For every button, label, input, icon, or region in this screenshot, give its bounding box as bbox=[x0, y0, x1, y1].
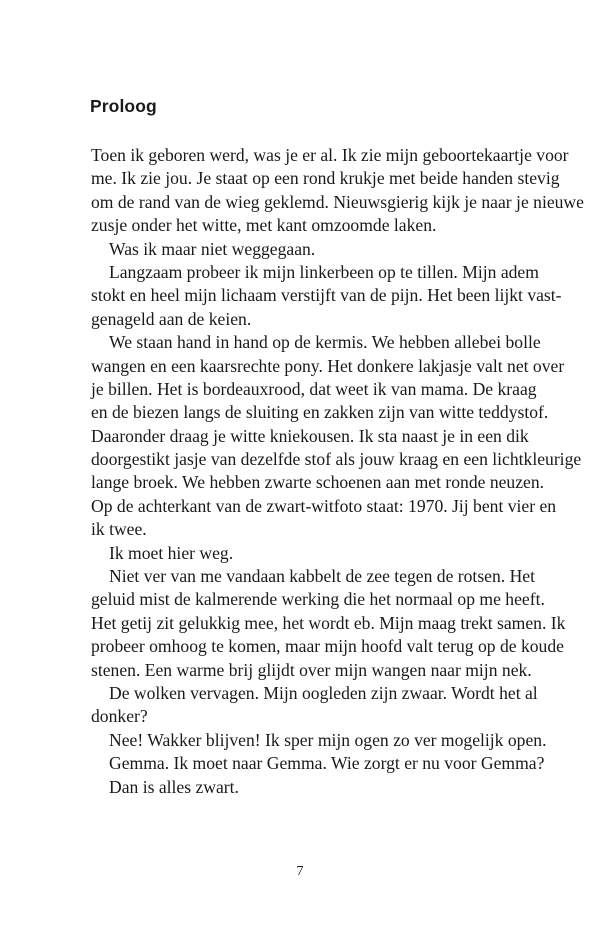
text-line: Daaronder draag je witte kniekousen. Ik sta naast je in een dik bbox=[91, 425, 529, 446]
text-line: wangen en een kaarsrechte pony. Het donkere lakjasje valt net over bbox=[91, 355, 565, 376]
text-line: Dan is alles zwart. bbox=[109, 776, 239, 797]
text-line: Was ik maar niet weggegaan. bbox=[109, 238, 316, 259]
text-line: We staan hand in hand op de kermis. We hebben allebei bolle bbox=[109, 332, 541, 353]
text-line: donker? bbox=[91, 706, 148, 727]
text-line: geluid mist de kalmerende werking die het normaal op me heeft. bbox=[91, 589, 545, 610]
chapter-title: Proloog bbox=[90, 96, 157, 116]
text-line: Nee! Wakker blijven! Ik sper mijn ogen zo ver mogelijk open. bbox=[109, 729, 547, 750]
text-line: stenen. Een warme brij glijdt over mijn wangen naar mijn nek. bbox=[91, 659, 532, 680]
text-line: Niet ver van me vandaan kabbelt de zee tegen de rotsen. Het bbox=[109, 566, 535, 587]
text-line: zusje onder het witte, met kant omzoomde laken. bbox=[91, 215, 437, 236]
text-line: stokt en heel mijn lichaam verstijft van de pijn. Het been lijkt vast- bbox=[91, 285, 562, 306]
text-line: Het getij zit gelukkig mee, het wordt eb. Mijn maag trekt samen. Ik bbox=[91, 612, 566, 633]
text-line: lange broek. We hebben zwarte schoenen aan met ronde neuzen. bbox=[91, 472, 545, 493]
text-line: me. Ik zie jou. Je staat op een rond krukje met beide handen stevig bbox=[91, 168, 560, 189]
text-line: en de biezen langs de sluiting en zakken zijn van witte teddystof. bbox=[91, 402, 549, 423]
text-line: genageld aan de keien. bbox=[91, 308, 252, 329]
text-line: Gemma. Ik moet naar Gemma. Wie zorgt er nu voor Gemma? bbox=[109, 753, 545, 774]
body-text bbox=[91, 144, 584, 799]
text-line: Langzaam probeer ik mijn linkerbeen op te tillen. Mijn adem bbox=[109, 261, 539, 282]
text-line: Op de achterkant van de zwart-witfoto staat: 1970. Jij bent vier en bbox=[91, 495, 557, 516]
text-line: doorgestikt jasje van dezelfde stof als jouw kraag en een lichtkleurige bbox=[91, 449, 582, 470]
text-line: Toen ik geboren werd, was je er al. Ik zie mijn geboortekaartje voor bbox=[91, 145, 569, 165]
text-line: ik twee. bbox=[91, 519, 147, 540]
text-line: Ik moet hier weg. bbox=[109, 542, 234, 563]
page-number: 7 bbox=[296, 864, 304, 879]
text-line: je billen. Het is bordeauxrood, dat weet ik van mama. De kraag bbox=[91, 378, 537, 399]
text-line: probeer omhoog te komen, maar mijn hoofd valt terug op de koude bbox=[91, 636, 564, 657]
text-line: om de rand van de wieg geklemd. Nieuwsgierig kijk je naar je nieuwe bbox=[91, 191, 584, 212]
text-line: De wolken vervagen. Mijn oogleden zijn zwaar. Wordt het al bbox=[109, 682, 538, 703]
